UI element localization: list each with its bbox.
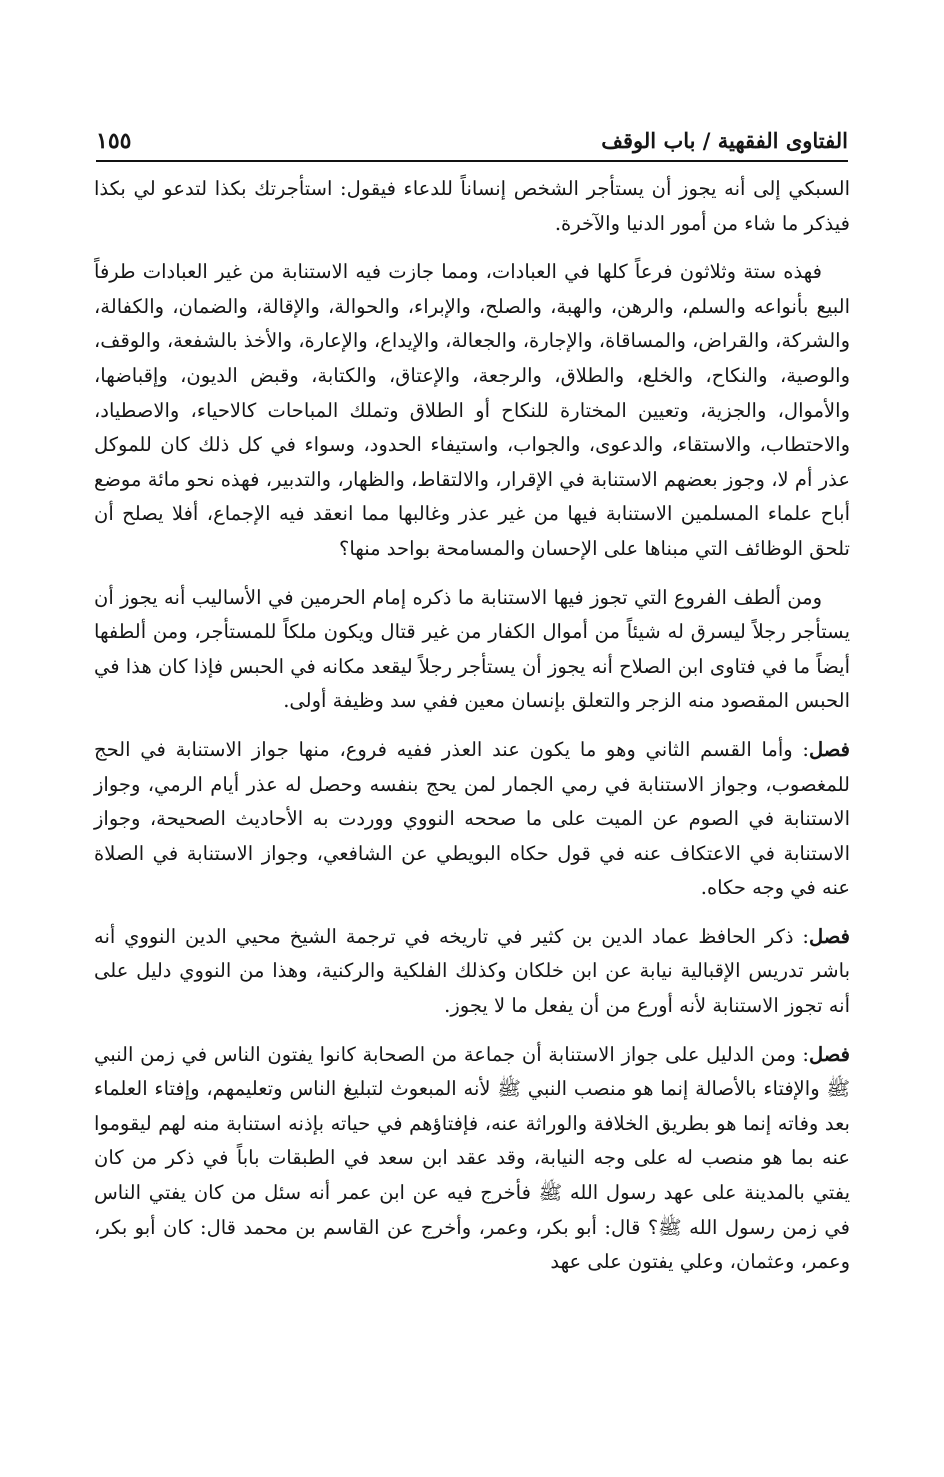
paragraph-1	[94, 172, 850, 241]
paragraph-text: السبكي إلى أنه يجوز أن يستأجر الشخص إنساناً للدعاء فيقول: استأجرتك بكذا لتدعو لي بكذا فيذكر ما شاء من أمور الدنيا والآخرة.	[94, 177, 850, 235]
section-label: فصل	[809, 924, 850, 948]
running-title: الفتاوى الفقهية / باب الوقف	[601, 128, 848, 153]
paragraph-4	[94, 733, 850, 906]
paragraph-2	[94, 255, 850, 566]
paragraph-text: : ومن الدليل على جواز الاستنابة أن جماعة من الصحابة كانوا يفتون الناس في زمن النبي ﷺ والإفتاء بالأصالة إنما هو منصب النبي ﷺ لأنه المبعوث لتبليغ الناس وتعليمهم، وإفتاء العلماء بعد وفاته إنما هو بطريق الخلافة والوراثة عنه، فإفتاؤهم في حياته بإذنه استنابة منه لهم ليقوموا عنه بما هو منصب له على وجه النيابة، وقد عقد ابن سعد في الطبقات باباً في ذكر من كان يفتي بالمدينة على عهد رسول الله ﷺ فأخرج فيه عن ابن عمر أنه سئل من كان يفتي الناس في زمن رسول الله ﷺ؟ قال: أبو بكر، وعمر، وأخرج عن القاسم بن محمد قال: كان أبو بكر، وعمر، وعثمان، وعلي يفتون على عهد	[94, 1042, 850, 1274]
paragraph-text: : وأما القسم الثاني وهو ما يكون عند العذر ففيه فروع، منها جواز الاستنابة في الحج للمغصوب، وجواز الاستنابة في رمي الجمار لمن يحج بنفسه وحصل له عذر أيام الرمي، وجواز الاستنابة في الصوم عن الميت على ما صححه النووي ووردت به الأحاديث الصحيحة، وجواز الاستنابة في الاعتكاف عنه في قول حكاه البويطي عن الشافعي، وجواز الاستنابة في الصلاة عنه في وجه حكاه.	[94, 737, 850, 900]
page-number: ١٥٥	[96, 128, 132, 154]
paragraph-3	[94, 581, 850, 719]
page-body	[94, 172, 850, 1294]
paragraph-text: : ذكر الحافظ عماد الدين بن كثير في تاريخه في ترجمة الشيخ محيي الدين النووي أنه باشر تدريس الإقبالية نيابة عن ابن خلكان وكذلك الفلكية والركنية، وهذا من النووي دليل على أنه تجوز الاستنابة لأنه أورع من أن يفعل ما لا يجوز.	[94, 924, 850, 1018]
paragraph-text: ومن ألطف الفروع التي تجوز فيها الاستنابة ما ذكره إمام الحرمين في الأساليب أنه يجوز أن يستأجر رجلاً ليسرق له شيئاً من أموال الكفار من غير قتال ويكون ملكاً للمستأجر، ومن ألطفها أيضاً ما في فتاوى ابن الصلاح أنه يجوز أن يستأجر رجلاً ليقعد مكانه في الحبس فإذا كان هذا في الحبس المقصود منه الزجر والتعلق بإنسان معين ففي سد وظيفة أولى.	[94, 585, 850, 713]
section-label: فصل	[809, 1042, 850, 1066]
paragraph-5	[94, 920, 850, 1024]
page-header	[96, 118, 848, 162]
paragraph-6	[94, 1038, 850, 1280]
section-label: فصل	[809, 737, 850, 761]
paragraph-text: فهذه ستة وثلاثون فرعاً كلها في العبادات، ومما جازت فيه الاستنابة من غير العبادات طرفاً البيع بأنواعه والسلم، والرهن، والهبة، والصلح، والإبراء، والحوالة، والإقالة، والضمان، والكفالة، والشركة، والقراض، والمساقاة، والإجارة، والجعالة، والإيداع، والإعارة، والأخذ بالشفعة، والوقف، والوصية، والنكاح، والخلع، والطلاق، والرجعة، والإعتاق، والكتابة، وقبض الديون، وإقباضها، والأموال، والجزية، وتعيين المختارة للنكاح أو الطلاق وتملك المباحات كالاحياء، والاصطياد، والاحتطاب، والاستقاء، والدعوى، والجواب، واستيفاء الحدود، وسواء في كل ذلك كان للموكل عذر أم لا، وجوز بعضهم الاستنابة في الإقرار، والالتقاط، والظهار، والتدبير، فهذه نحو مائة موضع أباح علماء المسلمين الاستنابة فيها من غير عذر وغالبها مما انعقد فيه الإجماع، أفلا يصلح أن تلحق الوظائف التي مبناها على الإحسان والمسامحة بواحد منها؟	[94, 260, 850, 560]
